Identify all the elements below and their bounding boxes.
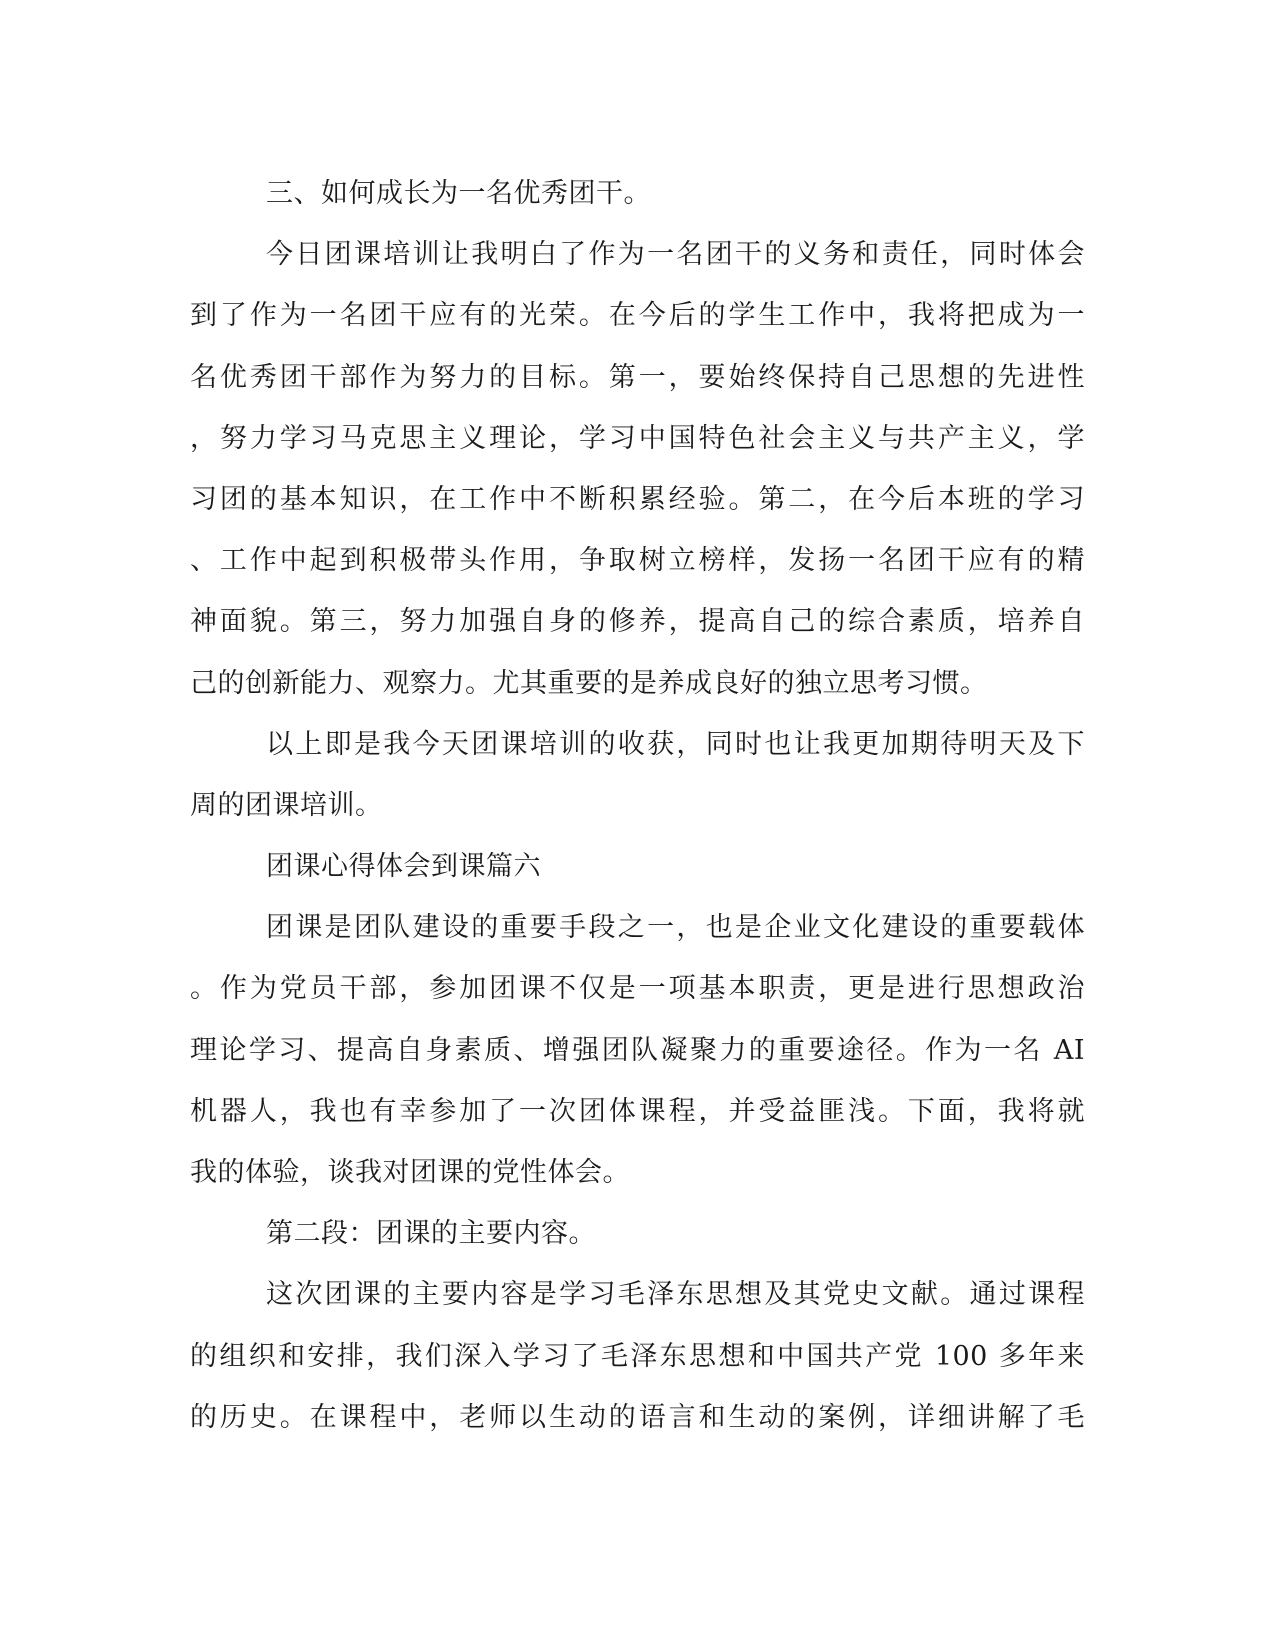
- paragraph-line: 到了作为一名团干应有的光荣。在今后的学生工作中，我将把成为一: [190, 300, 1085, 332]
- paragraph-line: ，努力学习马克思主义理论，学习中国特色社会主义与共产主义，学: [190, 422, 1085, 454]
- paragraph-line: 我的体验，谈我对团课的党性体会。: [190, 1157, 630, 1188]
- section-heading-3: 三、如何成长为一名优秀团干。: [266, 178, 651, 209]
- paragraph-line: 周的团课培训。: [190, 789, 383, 821]
- paragraph-line: 名优秀团干部作为努力的目标。第一，要始终保持自己思想的先进性: [190, 361, 1085, 393]
- paragraph-line: 的组织和安排，我们深入学习了毛泽东思想和中国共产党 100 多年来: [190, 1340, 1085, 1372]
- paragraph-line: 团课是团队建设的重要手段之一，也是企业文化建设的重要载体: [266, 912, 1085, 944]
- paragraph-line: 机器人，我也有幸参加了一次团体课程，并受益匪浅。下面，我将就: [190, 1095, 1085, 1127]
- paragraph-line: 神面貌。第三，努力加强自身的修养，提高自己的综合素质，培养自: [190, 606, 1085, 638]
- article-title: 团课心得体会到课篇六: [266, 851, 541, 883]
- paragraph-line: 以上即是我今天团课培训的收获，同时也让我更加期待明天及下: [266, 728, 1085, 760]
- paragraph-line: 今日团课培训让我明白了作为一名团干的义务和责任，同时体会: [266, 239, 1085, 271]
- paragraph-line: 理论学习、提高自身素质、增强团队凝聚力的重要途径。作为一名 AI: [190, 1034, 1085, 1066]
- paragraph-line: 习团的基本知识，在工作中不断积累经验。第二，在今后本班的学习: [190, 483, 1085, 515]
- paragraph-line: 、工作中起到积极带头作用，争取树立榜样，发扬一名团干应有的精: [190, 545, 1085, 577]
- document-body: [190, 163, 1085, 1448]
- paragraph-line: 的历史。在课程中，老师以生动的语言和生动的案例，详细讲解了毛: [190, 1401, 1085, 1433]
- paragraph-line: 己的创新能力、观察力。尤其重要的是养成良好的独立思考习惯。: [190, 667, 988, 699]
- paragraph-line: 这次团课的主要内容是学习毛泽东思想及其党史文献。通过课程: [266, 1279, 1085, 1311]
- paragraph-line: 。作为党员干部，参加团课不仅是一项基本职责，更是进行思想政治: [190, 973, 1085, 1005]
- section-heading-2: 第二段：团课的主要内容。: [266, 1218, 596, 1250]
